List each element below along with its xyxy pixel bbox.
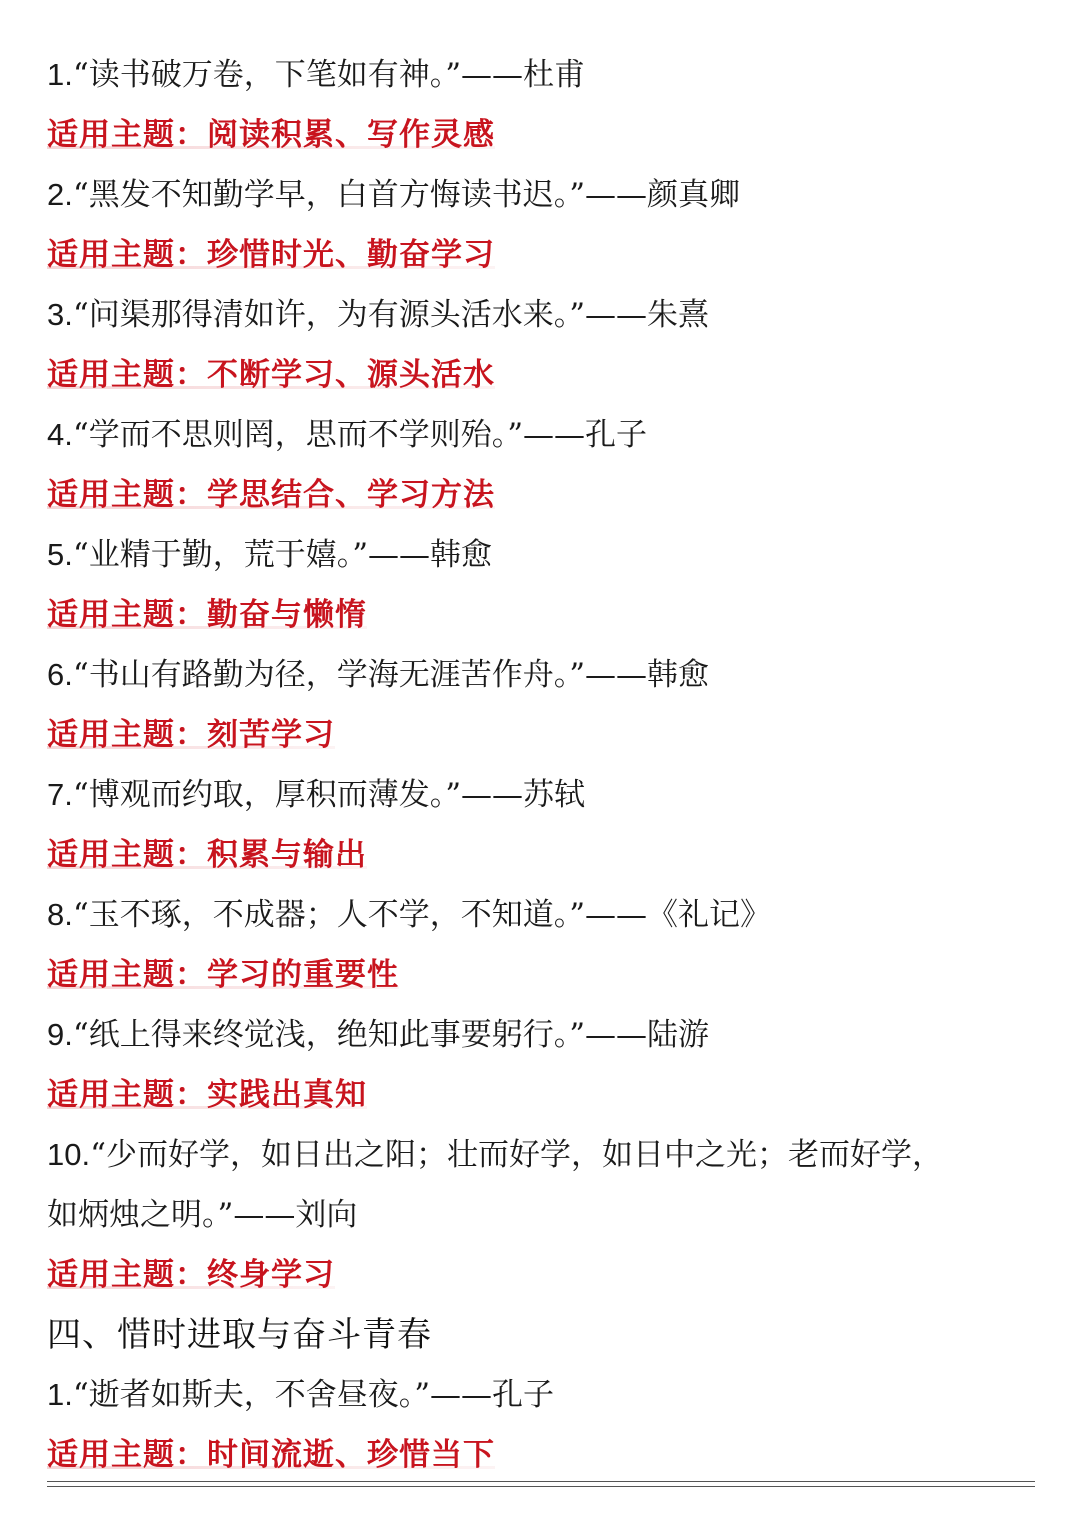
item-number: 10. [47,1137,91,1172]
quote-line [47,645,1037,705]
quote-text: “博观而约取，厚积而薄发。”——苏轼 [72,777,586,813]
quote-text: 如炳烛之明。”——刘向 [47,1197,358,1233]
theme-line [47,465,1037,525]
theme-line [47,585,1037,645]
theme-text: 适用主题：刻苦学习 [47,717,335,753]
theme-text: 适用主题：勤奋与懒惰 [47,597,367,633]
theme-line [47,345,1037,405]
theme-line [47,705,1037,765]
quote-text: “读书破万卷，下笔如有神。”——杜甫 [72,57,586,93]
theme-line [47,105,1037,165]
theme-text: 适用主题：不断学习、源头活水 [47,357,495,393]
quote-line [47,765,1037,825]
item-number: 2. [47,177,73,212]
quote-text: “学而不思则罔，思而不学则殆。”——孔子 [72,417,648,453]
theme-text: 适用主题：时间流逝、珍惜当下 [47,1437,495,1473]
theme-text: 适用主题：珍惜时光、勤奋学习 [47,237,495,273]
quote-text: “玉不琢，不成器；人不学，不知道。”——《礼记》 [72,897,772,933]
quote-line [47,1125,1037,1185]
document-body [47,45,1037,1485]
theme-line [47,825,1037,885]
quote-text: “问渠那得清如许，为有源头活水来。”——朱熹 [72,297,710,333]
quote-line [47,1005,1037,1065]
theme-text: 适用主题：阅读积累、写作灵感 [47,117,495,153]
section-heading: 四、惜时进取与奋斗青春 [47,1315,432,1355]
quote-text: “纸上得来终觉浅，绝知此事要躬行。”——陆游 [72,1017,710,1053]
quote-text: “书山有路勤为径，学海无涯苦作舟。”——韩愈 [72,657,710,693]
quote-text: “黑发不知勤学早，白首方悔读书迟。”——颜真卿 [72,177,741,213]
quote-line [47,1365,1037,1425]
theme-text: 适用主题：终身学习 [47,1257,335,1293]
item-number: 5. [47,537,73,572]
theme-text: 适用主题：学思结合、学习方法 [47,477,495,513]
item-number: 8. [47,897,73,932]
quote-line [47,165,1037,225]
theme-line [47,225,1037,285]
bottom-divider [47,1481,1035,1487]
theme-line [47,1065,1037,1125]
quote-line [47,45,1037,105]
item-number: 4. [47,417,73,452]
quote-text: “少而好学，如日出之阳；壮而好学，如日中之光；老而好学， [90,1137,943,1173]
item-number: 7. [47,777,73,812]
item-number: 1. [47,1377,73,1412]
item-number: 9. [47,1017,73,1052]
theme-text: 适用主题：实践出真知 [47,1077,367,1113]
quote-line [47,285,1037,345]
quote-line [47,885,1037,945]
quote-line-continued [47,1185,1037,1245]
quote-text: “逝者如斯夫，不舍昼夜。”——孔子 [72,1377,555,1413]
item-number: 1. [47,57,73,92]
item-number: 6. [47,657,73,692]
theme-line [47,945,1037,1005]
theme-line [47,1425,1037,1485]
quote-line [47,405,1037,465]
quote-text: “业精于勤，荒于嬉。”——韩愈 [72,537,493,573]
theme-text: 适用主题：积累与输出 [47,837,367,873]
theme-line [47,1245,1037,1305]
item-number: 3. [47,297,73,332]
theme-text: 适用主题：学习的重要性 [47,957,399,993]
quote-line [47,525,1037,585]
